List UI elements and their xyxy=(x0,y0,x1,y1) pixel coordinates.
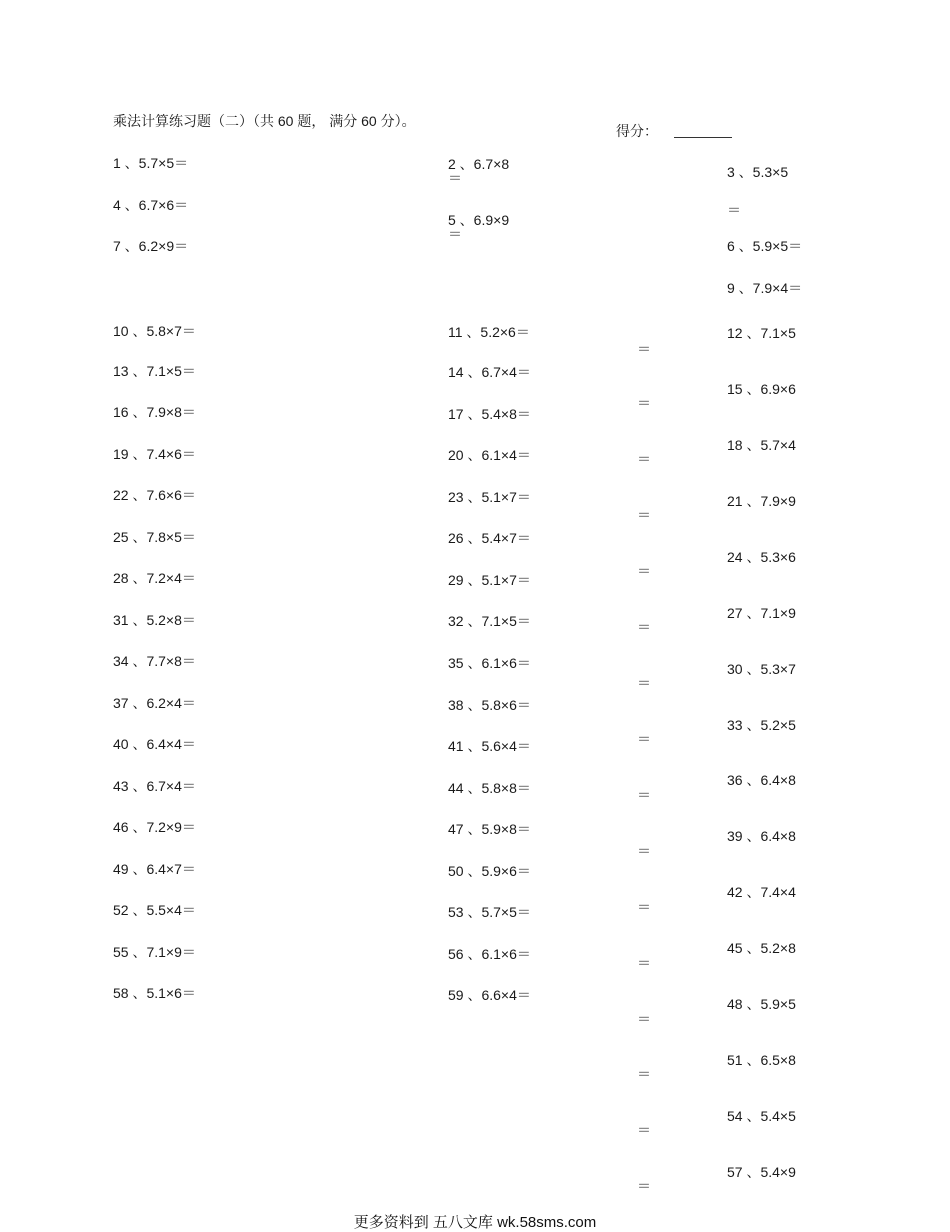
problem-29: 29 、5.1×7＝ xyxy=(448,572,531,588)
worksheet-title: 乘法计算练习题（二）（共 60 题， 满分 60 分）。 xyxy=(113,113,416,129)
problem-13: 13 、7.1×5＝ xyxy=(113,363,196,379)
problem-20: 20 、6.1×4＝ xyxy=(448,447,531,463)
equals-51: ＝ xyxy=(637,1066,651,1082)
footer-watermark: 更多资料到 五八文库 wk.58sms.com xyxy=(353,1214,597,1231)
equals-12: ＝ xyxy=(637,341,651,357)
equals-33: ＝ xyxy=(637,731,651,747)
problem-33: 33 、5.2×5 xyxy=(727,717,796,733)
problem-59: 59 、6.6×4＝ xyxy=(448,987,531,1003)
problem-6: 6 、5.9×5＝ xyxy=(727,238,803,254)
problem-9: 9 、7.9×4＝ xyxy=(727,280,803,296)
problem-11: 11 、5.2×6＝ xyxy=(448,324,530,340)
equals-15: ＝ xyxy=(637,395,651,411)
problem-28: 28 、7.2×4＝ xyxy=(113,570,196,586)
problem-40: 40 、6.4×4＝ xyxy=(113,736,196,752)
problem-38: 38 、5.8×6＝ xyxy=(448,697,531,713)
equals-30: ＝ xyxy=(637,675,651,691)
problem-18: 18 、5.7×4 xyxy=(727,437,796,453)
equals-21: ＝ xyxy=(637,507,651,523)
problem-4: 4 、6.7×6＝ xyxy=(113,197,189,213)
problem-24: 24 、5.3×6 xyxy=(727,549,796,565)
score-label: 得分： xyxy=(616,123,658,139)
problem-34: 34 、7.7×8＝ xyxy=(113,653,196,669)
problem-23: 23 、5.1×7＝ xyxy=(448,489,531,505)
problem-41: 41 、5.6×4＝ xyxy=(448,738,531,754)
problem-43: 43 、6.7×4＝ xyxy=(113,778,196,794)
equals-42: ＝ xyxy=(637,899,651,915)
problem-10: 10 、5.8×7＝ xyxy=(113,323,196,339)
problem-14: 14 、6.7×4＝ xyxy=(448,364,531,380)
problem-44: 44 、5.8×8＝ xyxy=(448,780,531,796)
problem-57: 57 、5.4×9 xyxy=(727,1164,796,1180)
problem-12: 12 、7.1×5 xyxy=(727,325,796,341)
problem-50: 50 、5.9×6＝ xyxy=(448,863,531,879)
equals-54: ＝ xyxy=(637,1122,651,1138)
problem-5: 5 、6.9×9 xyxy=(448,212,510,228)
equals-48: ＝ xyxy=(637,1011,651,1027)
equals-18: ＝ xyxy=(637,451,651,467)
equals-36: ＝ xyxy=(637,787,651,803)
problem-31: 31 、5.2×8＝ xyxy=(113,612,196,628)
equals-24: ＝ xyxy=(637,563,651,579)
problem-36: 36 、6.4×8 xyxy=(727,772,796,788)
problem-22: 22 、7.6×6＝ xyxy=(113,487,196,503)
problem-42: 42 、7.4×4 xyxy=(727,884,796,900)
problem-39: 39 、6.4×8 xyxy=(727,828,796,844)
problem-53: 53 、5.7×5＝ xyxy=(448,904,531,920)
problem-26: 26 、5.4×7＝ xyxy=(448,530,531,546)
problem-52: 52 、5.5×4＝ xyxy=(113,902,196,918)
equals-27: ＝ xyxy=(637,619,651,635)
problem-15: 15 、6.9×6 xyxy=(727,381,796,397)
problem-3: 3 、5.3×5 xyxy=(727,164,789,180)
problem-47: 47 、5.9×8＝ xyxy=(448,821,531,837)
problem-56: 56 、6.1×6＝ xyxy=(448,946,531,962)
problem-21: 21 、7.9×9 xyxy=(727,493,796,509)
problem-49: 49 、6.4×7＝ xyxy=(113,861,196,877)
problem-45: 45 、5.2×8 xyxy=(727,940,796,956)
problem-19: 19 、7.4×6＝ xyxy=(113,446,196,462)
problem-30: 30 、5.3×7 xyxy=(727,661,796,677)
problem-48: 48 、5.9×5 xyxy=(727,996,796,1012)
equals-57: ＝ xyxy=(637,1178,651,1194)
problem-37: 37 、6.2×4＝ xyxy=(113,695,196,711)
equals-45: ＝ xyxy=(637,955,651,971)
equals-39: ＝ xyxy=(637,843,651,859)
score-blank-line xyxy=(674,137,732,138)
problem-16: 16 、7.9×8＝ xyxy=(113,404,196,420)
problem-58: 58 、5.1×6＝ xyxy=(113,985,196,1001)
problem-25: 25 、7.8×5＝ xyxy=(113,529,196,545)
problem-46: 46 、7.2×9＝ xyxy=(113,819,196,835)
problem-51: 51 、6.5×8 xyxy=(727,1052,796,1068)
problem-2-equals: ＝ xyxy=(448,170,462,186)
problem-7: 7 、6.2×9＝ xyxy=(113,238,189,254)
problem-35: 35 、6.1×6＝ xyxy=(448,655,531,671)
problem-55: 55 、7.1×9＝ xyxy=(113,944,196,960)
problem-32: 32 、7.1×5＝ xyxy=(448,613,531,629)
problem-5-equals: ＝ xyxy=(448,226,462,242)
problem-3-equals: ＝ xyxy=(727,202,741,218)
problem-2: 2 、6.7×8 xyxy=(448,156,510,172)
problem-1: 1 、5.7×5＝ xyxy=(113,155,189,171)
problem-17: 17 、5.4×8＝ xyxy=(448,406,531,422)
problem-27: 27 、7.1×9 xyxy=(727,605,796,621)
problem-54: 54 、5.4×5 xyxy=(727,1108,796,1124)
